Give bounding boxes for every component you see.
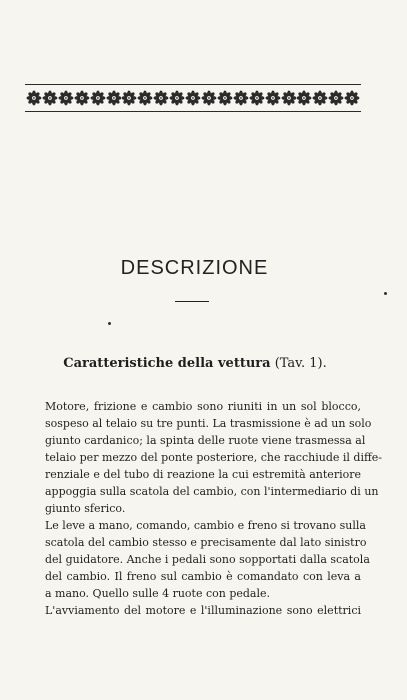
flower-icon bbox=[121, 90, 137, 106]
ornament-bottom-rule bbox=[25, 111, 361, 112]
text-line: L'avviamento del motore e l'illuminazione sono elettrici bbox=[45, 604, 361, 617]
flower-icon bbox=[201, 90, 217, 106]
flower-icon bbox=[312, 90, 328, 106]
flower-icon bbox=[344, 90, 360, 106]
text-line: a mano. Quello sulle 4 ruote con pedale. bbox=[45, 587, 271, 600]
ornament-top-rule bbox=[25, 84, 361, 85]
flower-icon bbox=[233, 90, 249, 106]
text-line: sospeso al telaio su tre punti. La trasmissione è ad un solo bbox=[45, 417, 372, 430]
flower-icon bbox=[249, 90, 265, 106]
flower-icon bbox=[90, 90, 106, 106]
stray-mark bbox=[384, 292, 387, 295]
section-heading-title: Caratteristiche della vettura bbox=[63, 356, 271, 371]
flower-icon bbox=[169, 90, 185, 106]
text-line: giunto cardanico; la spinta delle ruote viene trasmessa al bbox=[45, 434, 366, 447]
text-line: giunto sferico. bbox=[45, 502, 126, 515]
text-line: telaio per mezzo del ponte posteriore, che racchiude il diffe- bbox=[45, 451, 382, 464]
text-line: appoggia sulla scatola del cambio, con l'intermediario di un bbox=[45, 485, 379, 498]
flower-icon bbox=[153, 90, 169, 106]
flower-icon bbox=[328, 90, 344, 106]
flower-icon bbox=[42, 90, 58, 106]
title-underline bbox=[175, 301, 209, 302]
flower-icon bbox=[296, 90, 312, 106]
flower-icon bbox=[281, 90, 297, 106]
flower-icon bbox=[265, 90, 281, 106]
section-heading bbox=[0, 356, 390, 371]
paragraph-3 bbox=[45, 602, 361, 619]
stray-mark bbox=[108, 322, 111, 325]
flower-icon bbox=[217, 90, 233, 106]
text-line: Motore, frizione e cambio sono riuniti in un sol blocco, bbox=[45, 400, 361, 413]
flower-icon bbox=[106, 90, 122, 106]
flower-icon bbox=[58, 90, 74, 106]
text-line: del cambio. Il freno sul cambio è comandato con leva a bbox=[45, 570, 361, 583]
chapter-title: DESCRIZIONE bbox=[120, 257, 269, 279]
section-heading-plate-ref: (Tav. 1). bbox=[274, 356, 327, 371]
paragraph-1 bbox=[45, 398, 382, 517]
paragraph-2 bbox=[45, 517, 370, 602]
flower-icon bbox=[185, 90, 201, 106]
flower-icon bbox=[26, 90, 42, 106]
flower-icon bbox=[74, 90, 90, 106]
text-line: del guidatore. Anche i pedali sono sopportati dalla scatola bbox=[45, 553, 370, 566]
text-line: renziale e del tubo di reazione la cui estremità anteriore bbox=[45, 468, 361, 481]
flower-row bbox=[25, 90, 361, 106]
flower-icon bbox=[137, 90, 153, 106]
text-line: Le leve a mano, comando, cambio e freno si trovano sulla bbox=[45, 519, 366, 532]
ornamental-header-band bbox=[25, 84, 361, 112]
text-line: scatola del cambio stesso e precisamente dal lato sinistro bbox=[45, 536, 367, 549]
